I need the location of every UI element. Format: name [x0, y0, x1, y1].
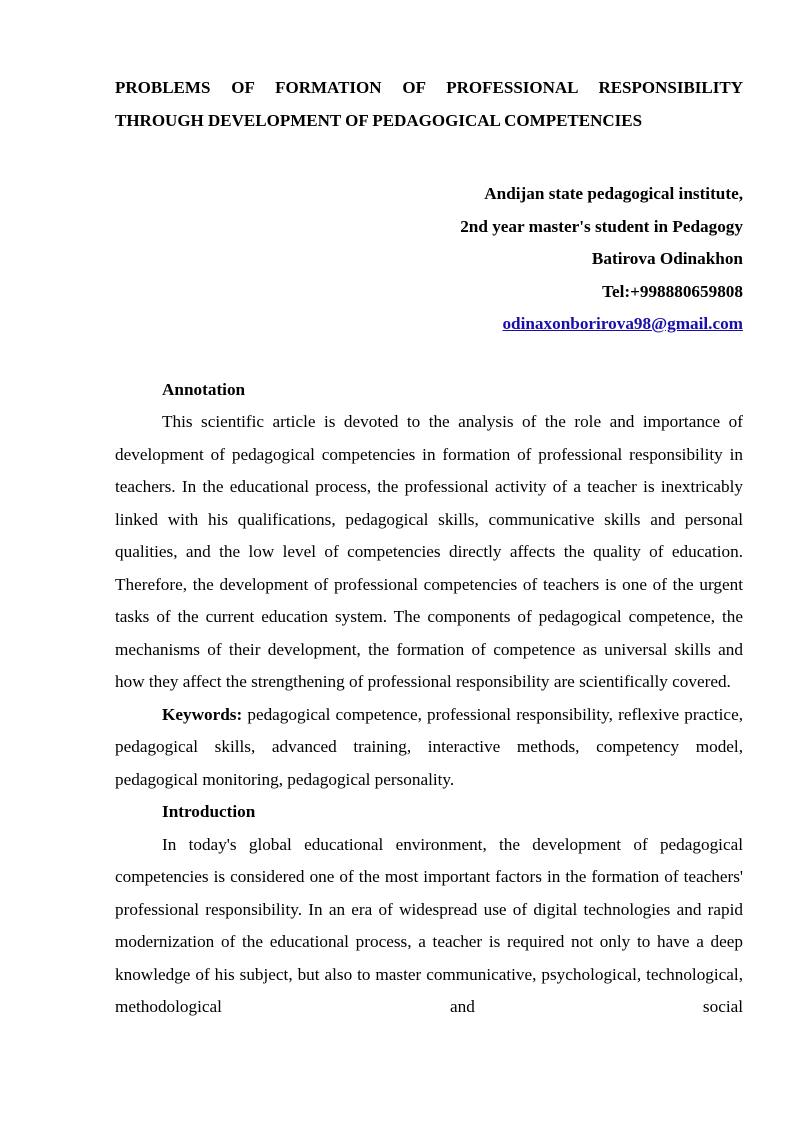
keywords-text: pedagogical competence, professional responsibility, reflexive practice, pedagogical skills, advanced training, interactive methods, competency model, pedagogical monitoring, pedagogical personality.: [115, 704, 743, 789]
document-page: [115, 72, 743, 1024]
author-position: 2nd year master's student in Pedagogy: [460, 216, 743, 236]
annotation-heading: Annotation: [162, 379, 246, 399]
introduction-heading: Introduction: [162, 802, 256, 821]
author-phone: Tel:+998880659808: [602, 281, 743, 301]
author-institution: Andijan state pedagogical institute,: [484, 184, 743, 203]
annotation-text: This scientific article is devoted to the analysis of the role and importance of development of pedagogical competencies in formation of professional responsibility in teachers. In the educational process, the professional activity of a teacher is inextricably linked with his qualifications, pedagogical skills, communicative skills and personal qualities, and the low level of competencies directly affects the quality of education. Therefore, the development of professional competencies of teachers is one of the urgent tasks of the current education system. The components of pedagogical competence, the mechanisms of their development, the formation of competence as universal skills and how they affect the strengthening of professional responsibility are scientifically covered.: [115, 412, 743, 691]
paper-title: [115, 72, 743, 137]
introduction-text: In today's global educational environment, the development of pedagogical competencies is considered one of the most important factors in the formation of teachers' professional responsibility. In an era of widespread use of digital technologies and rapid modernization of the educational process, a teacher is required not only to have a deep knowledge of his subject, but also to master communicative, psychological, technological, methodological and social: [115, 834, 743, 1016]
author-info: [115, 178, 743, 341]
paper-title-line-1: PROBLEMS OF FORMATION OF PROFESSIONAL RESPONSIBILITY: [115, 78, 743, 97]
author-name: Batirova Odinakhon: [591, 249, 743, 268]
keywords-paragraph: [115, 699, 743, 797]
author-email-link[interactable]: odinaxonborirova98@gmail.com: [502, 314, 743, 333]
keywords-label: Keywords:: [162, 704, 243, 724]
paper-title-line-2: THROUGH DEVELOPMENT OF PEDAGOGICAL COMPETENCIES: [115, 110, 643, 130]
